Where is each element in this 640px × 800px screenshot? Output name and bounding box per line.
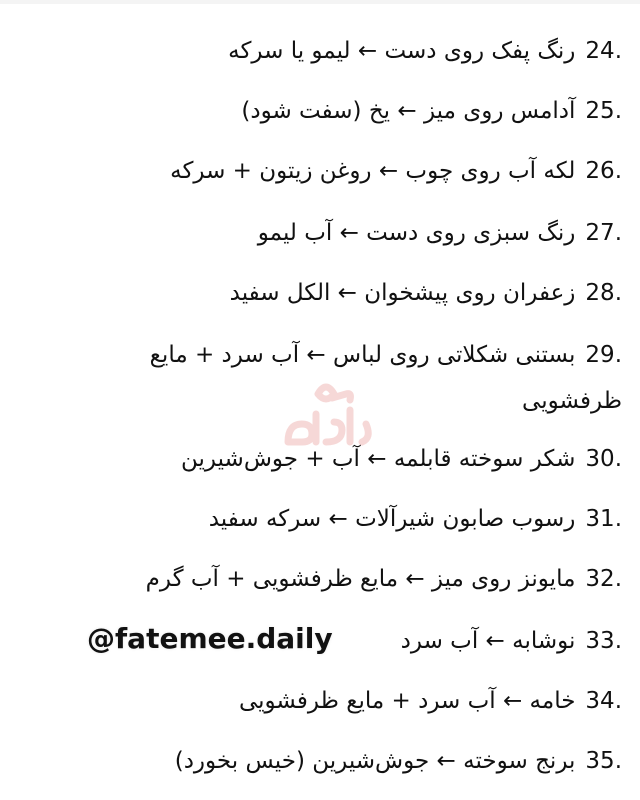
item-number: 30. xyxy=(585,446,622,472)
list-item xyxy=(142,332,622,424)
item-text: رنگ پفک روی دست ← لیمو یا سرکه xyxy=(228,38,576,64)
list-item xyxy=(22,28,622,74)
item-number: 24. xyxy=(585,38,622,64)
item-number: 32. xyxy=(585,566,622,592)
item-text: برنج سوخته ← جوش‌شیرین (خیس بخورد) xyxy=(174,748,576,774)
item-number: 26. xyxy=(585,158,622,184)
item-text: مایونز روی میز ← مایع ظرفشویی + آب گرم xyxy=(145,566,576,592)
list-item xyxy=(22,738,622,784)
list-item xyxy=(22,88,622,134)
item-text: لکه آب روی چوب ← روغن زیتون + سرکه xyxy=(170,158,576,184)
item-text: نوشابه ← آب سرد xyxy=(400,628,576,654)
item-text: بستنی شکلاتی روی لباس ← آب سرد + مایع ظرفشویی xyxy=(149,342,622,414)
list-item xyxy=(22,556,622,602)
item-text: رنگ سبزی روی دست ← آب لیمو xyxy=(257,220,576,246)
item-number: 28. xyxy=(585,280,622,306)
item-number: 29. xyxy=(585,342,622,368)
item-text: آدامس روی میز ← یخ (سفت شود) xyxy=(241,98,576,124)
item-text: زعفران روی پیشخوان ← الکل سفید xyxy=(229,280,576,306)
item-number: 25. xyxy=(585,98,622,124)
item-number: 27. xyxy=(585,220,622,246)
item-text: رسوب صابون شیرآلات ← سرکه سفید xyxy=(208,506,576,532)
watermark-logo xyxy=(278,372,378,462)
item-number: 34. xyxy=(585,688,622,714)
item-text: شکر سوخته قابلمه ← آب + جوش‌شیرین xyxy=(181,446,576,472)
item-number: 31. xyxy=(585,506,622,532)
item-number: 33. xyxy=(585,628,622,654)
item-text: خامه ← آب سرد + مایع ظرفشویی xyxy=(238,688,576,714)
list-item xyxy=(22,678,622,724)
list-item xyxy=(22,496,622,542)
list-item xyxy=(22,148,622,194)
list-item xyxy=(22,210,622,256)
item-number: 35. xyxy=(585,748,622,774)
author-handle: @fatemee.daily xyxy=(87,622,333,655)
list-item xyxy=(22,270,622,316)
